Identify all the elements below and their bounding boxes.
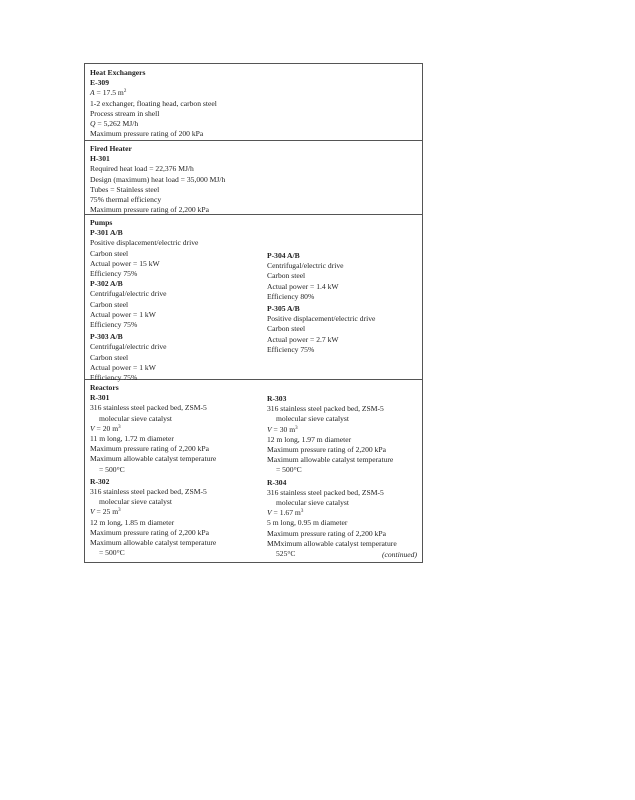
pump-drive: Centrifugal/electric drive: [267, 261, 344, 271]
thermal-efficiency: 75% thermal efficiency: [90, 195, 162, 205]
reactor-pressure: Maximum pressure rating of 2,200 kPa: [90, 527, 209, 537]
equipment-tag: P-303 A/B: [90, 332, 123, 342]
section-title: Reactors: [90, 383, 119, 392]
reactor-temperature: Maximum allowable catalyst temperature: [90, 538, 217, 548]
pump-entry: [267, 304, 375, 355]
reactor-volume: V = 1.67 $m^3$: [267, 508, 304, 518]
tube-material: Tubes = Stainless steel: [90, 184, 160, 194]
pump-drive: Positive displacement/electric drive: [90, 238, 199, 248]
section-title: Heat Exchangers: [90, 68, 146, 77]
reactor-entry: [90, 393, 216, 475]
pumps-section: [85, 215, 422, 383]
reactor-temperature-value: = 500°C: [276, 465, 302, 475]
reactor-pressure: Maximum pressure rating of 2,200 kPa: [90, 444, 209, 454]
pump-entry: [90, 228, 198, 279]
pressure-rating: Maximum pressure rating of 2,200 kPa: [90, 205, 209, 215]
equipment-tag: R-303: [267, 394, 287, 403]
reactor-dimensions: 11 m long, 1.72 m diameter: [90, 434, 174, 444]
section-title: Fired Heater: [90, 144, 132, 153]
section-title: Pumps: [90, 218, 113, 227]
pump-efficiency: Efficiency 75%: [90, 269, 138, 279]
pump-drive: Centrifugal/electric drive: [90, 342, 167, 352]
pump-efficiency: Efficiency 80%: [267, 291, 315, 301]
reactor-catalyst: molecular sieve catalyst: [276, 498, 349, 508]
reactor-temperature-value: = 500°C: [99, 464, 125, 474]
reactor-temperature: Maximum allowable catalyst temperature: [90, 454, 217, 464]
pump-power: Actual power = 1 kW: [90, 309, 156, 319]
equipment-tag: E-309: [90, 78, 109, 88]
reactor-temperature-value: = 500°C: [99, 548, 125, 558]
equipment-tag: R-304: [267, 477, 287, 487]
equipment-table: [84, 63, 423, 563]
equipment-tag: H-301: [90, 154, 110, 164]
reactor-catalyst: molecular sieve catalyst: [99, 413, 172, 423]
reactor-bed: 316 stainless steel packed bed, ZSM-5: [267, 487, 384, 497]
pump-efficiency: Efficiency 75%: [267, 344, 315, 354]
pump-power: Actual power = 2.7 kW: [267, 334, 339, 344]
pump-material: Carbon steel: [267, 324, 306, 334]
fired-heater-section: [85, 141, 422, 215]
reactor-entry: [267, 478, 397, 560]
pump-material: Carbon steel: [267, 271, 306, 281]
exchanger-type: 1-2 exchanger, floating head, carbon steel: [90, 98, 217, 108]
reactor-bed: 316 stainless steel packed bed, ZSM-5: [267, 404, 384, 414]
reactor-volume: V = 25 $m^3$: [90, 507, 121, 517]
process-stream: Process stream in shell: [90, 108, 160, 118]
pump-entry: [267, 251, 375, 302]
equipment-tag: R-302: [90, 476, 110, 486]
reactor-temperature: Maximum allowable catalyst temperature: [267, 455, 394, 465]
heat-exchangers-section: [85, 64, 422, 141]
equipment-tag: P-302 A/B: [90, 279, 123, 289]
reactor-pressure: Maximum pressure rating of 2,200 kPa: [267, 445, 386, 455]
reactor-entry: [267, 394, 397, 476]
pump-material: Carbon steel: [90, 248, 129, 258]
reactor-dimensions: 5 m long, 0.95 m diameter: [267, 518, 348, 528]
area-spec: A = 17.5 $m^2$: [90, 88, 127, 98]
reactor-bed: 316 stainless steel packed bed, ZSM-5: [90, 403, 207, 413]
reactor-catalyst: molecular sieve catalyst: [99, 497, 172, 507]
pump-power: Actual power = 15 kW: [90, 258, 160, 268]
pump-drive: Centrifugal/electric drive: [90, 289, 167, 299]
reactor-volume: V = 20 $m^3$: [90, 423, 121, 433]
reactor-entry: [90, 477, 216, 559]
pump-efficiency: Efficiency 75%: [90, 320, 138, 330]
duty-spec: Q = 5,262 MJ/h: [90, 119, 139, 129]
reactor-pressure: Maximum pressure rating of 2,200 kPa: [267, 528, 386, 538]
pump-efficiency: Efficiency 75%: [90, 373, 138, 383]
equipment-tag: P-304 A/B: [267, 251, 300, 260]
pump-drive: Positive displacement/electric drive: [267, 314, 376, 324]
reactor-dimensions: 12 m long, 1.85 m diameter: [90, 517, 175, 527]
reactor-volume: V = 30 $m^3$: [267, 424, 298, 434]
pump-material: Carbon steel: [90, 299, 129, 309]
continued-note: (continued): [381, 549, 417, 559]
design-heat-load: Design (maximum) heat load = 35,000 MJ/h: [90, 174, 226, 184]
reactor-bed: 316 stainless steel packed bed, ZSM-5: [90, 487, 207, 497]
equipment-tag: R-301: [90, 393, 110, 403]
pump-material: Carbon steel: [90, 352, 129, 362]
equipment-tag: P-305 A/B: [267, 304, 300, 314]
pump-entry: [90, 279, 198, 330]
reactor-dimensions: 12 m long, 1.97 m diameter: [267, 434, 352, 444]
pump-power: Actual power = 1 kW: [90, 362, 156, 372]
reactor-catalyst: molecular sieve catalyst: [276, 414, 349, 424]
reactor-temperature: MMximum allowable catalyst temperature: [267, 538, 397, 548]
reactors-section: [85, 380, 422, 563]
pump-power: Actual power = 1.4 kW: [267, 281, 339, 291]
pressure-rating: Maximum pressure rating of 200 kPa: [90, 129, 204, 139]
pump-entry: [90, 332, 198, 383]
equipment-tag: P-301 A/B: [90, 228, 123, 238]
reactor-temperature-value: 525°C: [276, 549, 296, 559]
required-heat-load: Required heat load = 22,376 MJ/h: [90, 164, 194, 174]
